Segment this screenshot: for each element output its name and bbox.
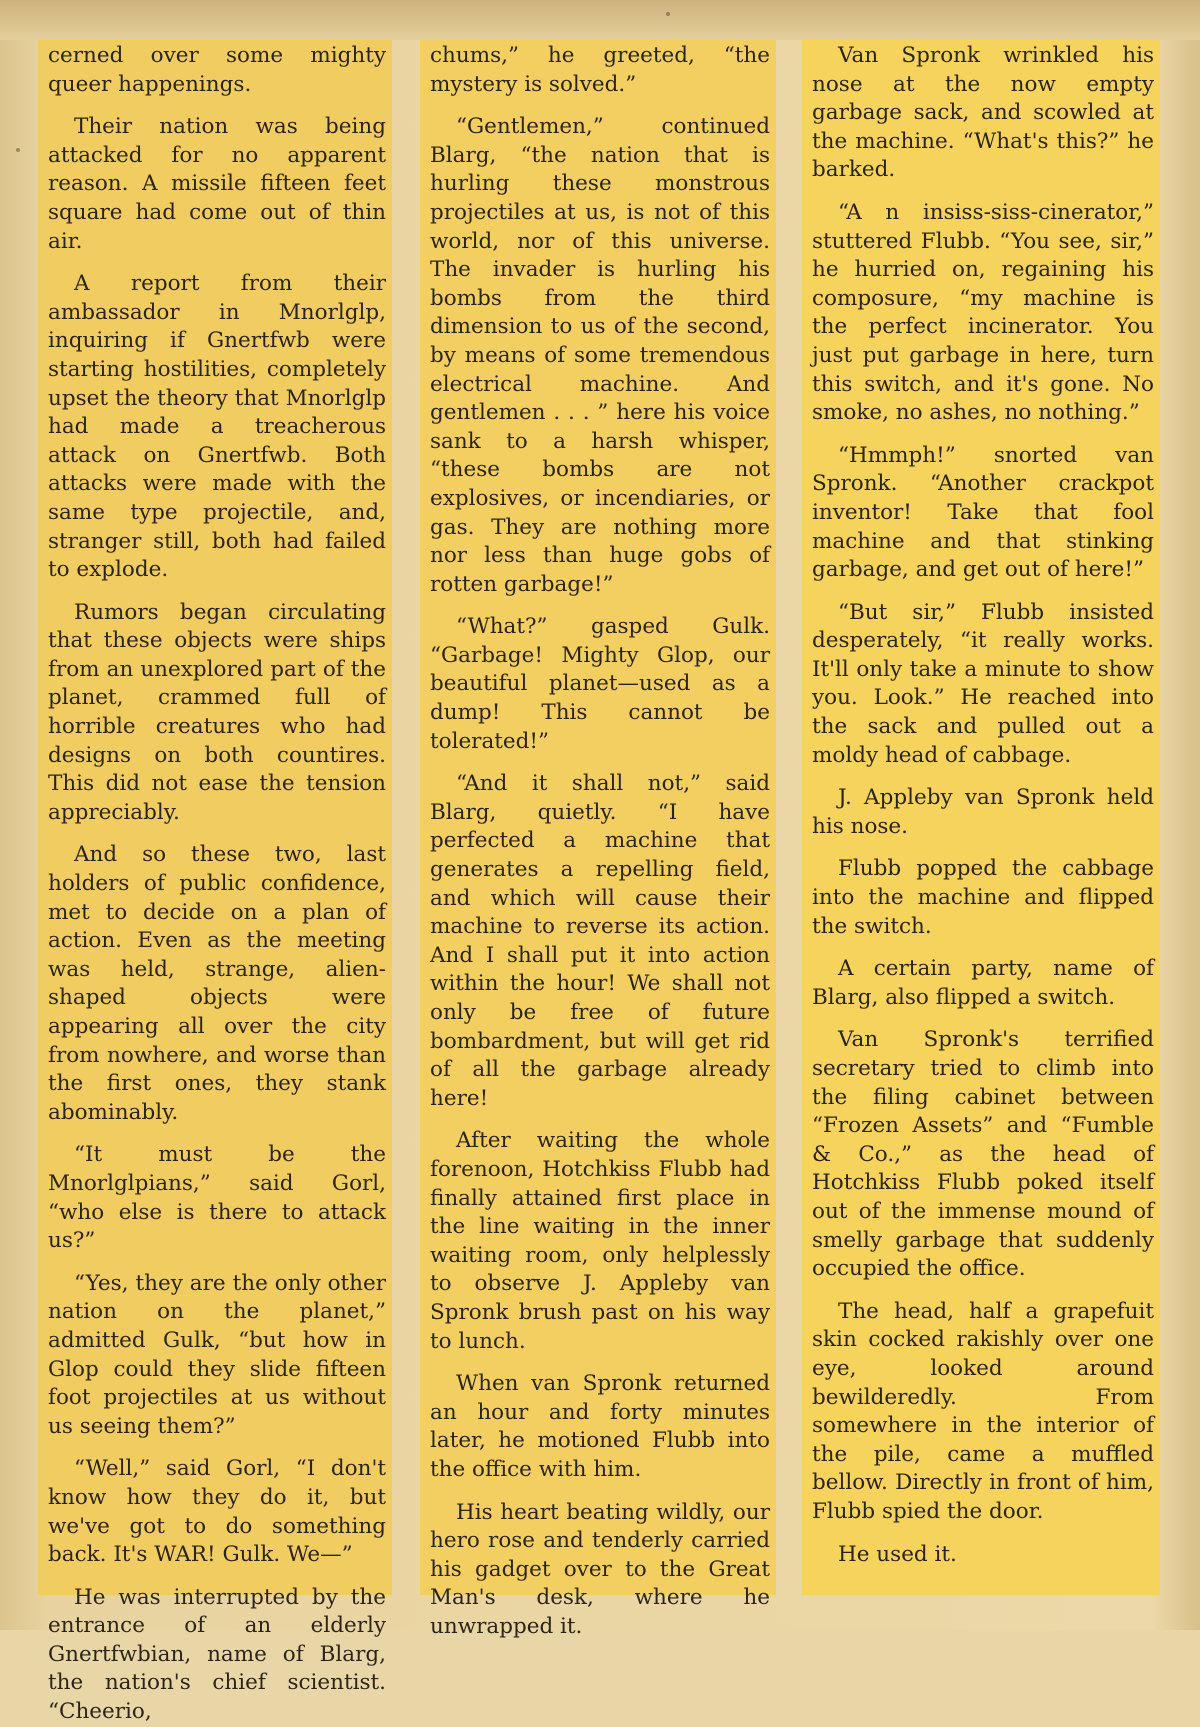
paragraph: His heart beating wildly, our hero rose and tenderly carried his gadget over to the Great Man's desk, where he unwrapped it. <box>430 1499 770 1639</box>
paragraph: J. Appleby van Spronk held his nose. <box>812 785 1154 839</box>
text-column-1 <box>38 40 392 1725</box>
text-column-2 <box>420 40 776 1639</box>
paragraph: chums,” he greeted, “the mystery is solved.” <box>430 43 770 97</box>
paragraph: A report from their ambassador in Mnorlglp, inquiring if Gnertfwb were starting hostilities, completely upset the theory that Mnorlglp had made a treacherous attack on Gnertfwb. Both attacks were made with the same type projectile, and, stranger still, both had failed to explode. <box>48 271 386 583</box>
paper-speck <box>666 12 670 16</box>
page-header-strip <box>0 0 1200 40</box>
paragraph: He was interrupted by the entrance of an elderly Gnertfwbian, name of Blarg, the nation's chief scientist. “Cheerio, <box>48 1584 386 1725</box>
paragraph: “But sir,” Flubb insisted desperately, “it really works. It'll only take a minute to show you. Look.” He reached into the sack and pulled out a moldy head of cabbage. <box>812 599 1154 768</box>
paragraph: A certain party, name of Blarg, also flipped a switch. <box>812 956 1154 1010</box>
paragraph: cerned over some mighty queer happenings. <box>48 43 386 97</box>
paragraph: “Yes, they are the only other nation on the planet,” admitted Gulk, “but how in Glop could they slide fifteen foot projectiles at us without us seeing them?” <box>48 1270 386 1439</box>
paragraph: “A n insiss-siss-cinerator,” stuttered Flubb. “You see, sir,” he hurried on, regaining his composure, “my machine is the perfect incinerator. You just put garbage in here, turn this switch, and it's gone. No smoke, no ashes, no nothing.” <box>812 199 1154 426</box>
paragraph: Rumors began circulating that these objects were ships from an unexplored part of the planet, crammed full of horrible creatures who had designs on both countires. This did not ease the tension appreciably. <box>48 599 386 825</box>
paragraph: Van Spronk's terrified secretary tried to climb into the filing cabinet between “Frozen Assets” and “Fumble & Co.,” as the head of Hotchkiss Flubb poked itself out of the immense mound of smelly garbage that suddenly occupied the office. <box>812 1027 1154 1282</box>
paragraph: “And it shall not,” said Blarg, quietly. “I have perfected a machine that generates a repelling field, and which will cause their machine to reverse its action. And I shall put it into action within the hour! We shall not only be free of future bombardment, but will get rid of all the garbage already here! <box>430 771 770 1111</box>
paragraph: “Hmmph!” snorted van Spronk. “Another crackpot inventor! Take that fool machine and that stinking garbage, and get out of here!” <box>812 442 1154 583</box>
paragraph: “Well,” said Gorl, “I don't know how they do it, but we've got to do something back. It's WAR! Gulk. We—” <box>48 1456 386 1568</box>
paragraph: And so these two, last holders of public confidence, met to decide on a plan of action. Even as the meeting was held, strange, alien-shaped objects were appearing all over the city from nowhere, and worse than the first ones, they stank abominably. <box>48 842 386 1125</box>
paragraph: Their nation was being attacked for no apparent reason. A missile fifteen feet square had come out of thin air. <box>48 114 386 254</box>
paragraph: He used it. <box>838 1541 957 1567</box>
paragraph: After waiting the whole forenoon, Hotchkiss Flubb had finally attained first place in the line waiting in the inner waiting room, only helplessly to observe J. Appleby van Spronk brush past on his way to lunch. <box>430 1128 770 1354</box>
paragraph: When van Spronk returned an hour and forty minutes later, he motioned Flubb into the office with him. <box>430 1371 770 1482</box>
paragraph: “Gentlemen,” continued Blarg, “the nation that is hurling these monstrous projectiles at us, is not of this world, nor of this universe. The invader is hurling his bombs from the third dimension to us of the second, by means of some tremendous electrical machine. And gentlemen . . . ” here his voice sank to a harsh whisper, “these bombs are not explosives, or incendiaries, or gas. They are nothing more nor less than huge gobs of rotten garbage!” <box>430 114 770 597</box>
paragraph: Van Spronk wrinkled his nose at the now empty garbage sack, and scowled at the machine. “What's this?” he barked. <box>812 43 1154 183</box>
text-column-3 <box>802 40 1160 1595</box>
paragraph: Flubb popped the cabbage into the machine and flipped the switch. <box>812 856 1154 939</box>
paragraph: “It must be the Mnorlglpians,” said Gorl, “who else is there to attack us?” <box>48 1142 386 1254</box>
paragraph: “What?” gasped Gulk. “Garbage! Mighty Glop, our beautiful planet—used as a dump! This cannot be tolerated!” <box>430 614 770 754</box>
paragraph: The head, half a grapefuit skin cocked rakishly over one eye, looked around bewilderedly. From somewhere in the interior of the pile, came a muffled bellow. Directly in front of him, Flubb spied the door. <box>812 1298 1154 1524</box>
paper-speck <box>16 148 20 152</box>
